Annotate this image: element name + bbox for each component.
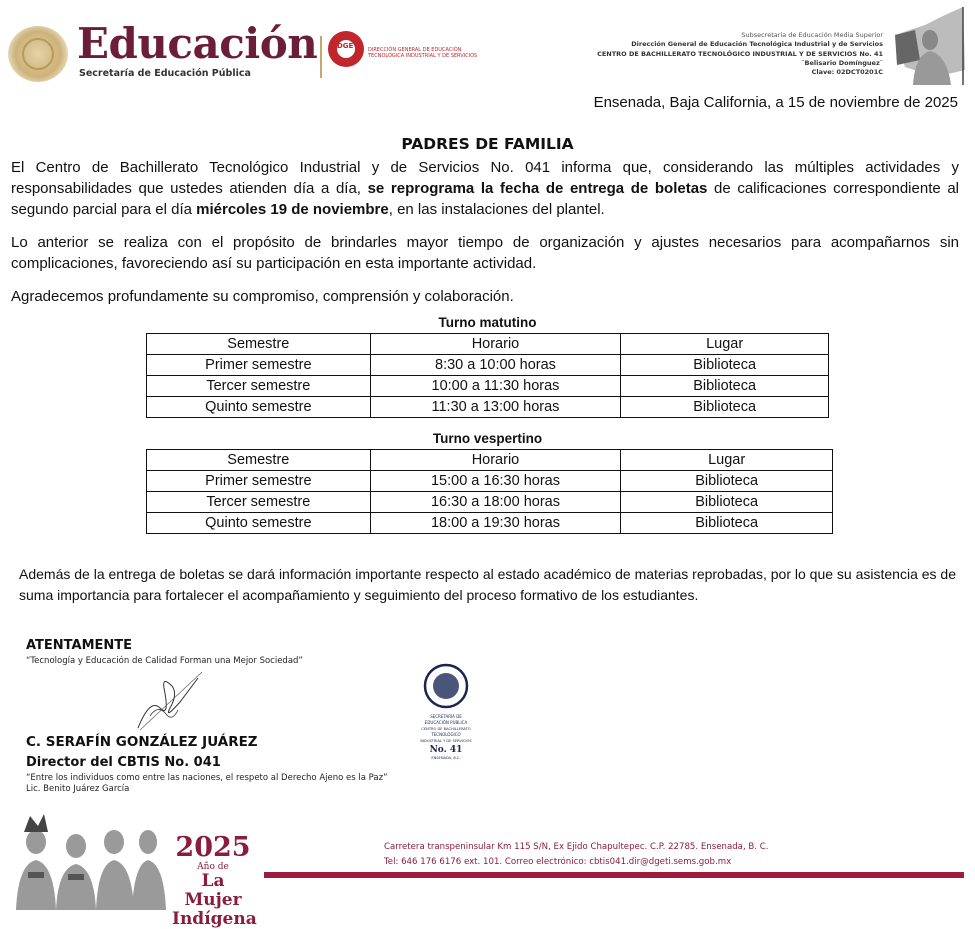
closing-atentamente: ATENTAMENTE <box>26 638 133 653</box>
schedule-table-matutino <box>146 333 829 418</box>
table-header-row <box>147 334 829 355</box>
footer-phone-email: Tel: 646 176 6176 ext. 101. Correo electrónico: cbtis041.dir@dgeti.sems.gob.mx <box>384 857 732 867</box>
table-row <box>147 513 833 534</box>
cell-semestre: Tercer semestre <box>147 492 371 513</box>
paragraph-intro <box>11 157 959 220</box>
institution-header <box>597 31 883 77</box>
cell-horario: 15:00 a 16:30 horas <box>370 471 621 492</box>
cell-lugar: Biblioteca <box>621 513 833 534</box>
mexico-coat-of-arms-seal <box>8 26 68 82</box>
p1-bold-date: miércoles 19 de noviembre <box>196 201 389 218</box>
header-semestre: Semestre <box>147 450 371 471</box>
indigena: Indígena <box>172 909 257 929</box>
eagle-emblem-icon <box>22 38 54 70</box>
woman-with-flag-illustration <box>885 5 970 85</box>
quote-author: Lic. Benito Juárez García <box>26 784 130 794</box>
header-horario: Horario <box>370 450 621 471</box>
table-row <box>147 355 829 376</box>
cell-lugar: Biblioteca <box>621 471 833 492</box>
cell-lugar: Biblioteca <box>621 492 833 513</box>
footer-contact <box>384 840 769 870</box>
footer-address: Carretera transpeninsular Km 115 S/N, Ex Ejido Chapultepec. C.P. 22785. Ensenada, B. C. <box>384 842 769 852</box>
clave-line: Clave: 02DCT0201C <box>811 68 883 77</box>
table-row <box>147 471 833 492</box>
header-lugar: Lugar <box>621 450 833 471</box>
dgeti-logo-text <box>368 47 477 59</box>
cell-lugar: Biblioteca <box>621 397 829 418</box>
cell-lugar: Biblioteca <box>621 376 829 397</box>
sep-brand-logo: Educación <box>77 19 318 68</box>
cell-semestre: Primer semestre <box>147 471 371 492</box>
table-row <box>147 397 829 418</box>
p1-text-e: , en las instalaciones del plantel. <box>388 201 605 218</box>
document-title: PADRES DE FAMILIA <box>401 135 574 153</box>
paragraph-thanks: Agradecemos profundamente su compromiso, comprensión y colaboración. <box>11 288 514 305</box>
p1-text-a: El Centro de Bachillerato Tecnológico Industrial y de Servicios No. 041 informa que, considerando las múltiples actividades y responsabilidades que ustedes atienden día a día, <box>11 159 959 197</box>
cell-horario: 8:30 a 10:00 horas <box>370 355 621 376</box>
quote-text: “Entre los individuos como entre las naciones, el respeto al Derecho Ajeno es la Paz” <box>26 773 388 783</box>
cell-horario: 18:00 a 19:30 horas <box>370 513 621 534</box>
table-row <box>147 376 829 397</box>
ano-de: Año de <box>197 862 229 872</box>
paragraph-purpose: Lo anterior se realiza con el propósito de brindarles mayor tiempo de organización y ajustes necesarios para acompañarnos sin complicaciones, favoreciendo así su participación en esta importante actividad. <box>11 234 959 272</box>
dgeti-text-line2: TECNOLÓGICA INDUSTRIAL Y DE SERVICIOS <box>368 53 478 59</box>
city-date: Ensenada, Baja California, a 15 de noviembre de 2025 <box>593 94 958 111</box>
stamp-line: INDUSTRIAL Y DE SERVICIOS <box>420 739 472 743</box>
table-row <box>147 492 833 513</box>
header-semestre: Semestre <box>147 334 371 355</box>
dgeti-logo-letters: DGETI <box>335 38 357 60</box>
juarez-quote <box>26 773 387 795</box>
paragraph-academic-status: Además de la entrega de boletas se dará información importante respecto al estado académico de materias reprobadas, por lo que su asistencia es de suma importancia para fortalecer el acompañamiento y seguimiento del proceso formativo de los estudiantes. <box>19 566 956 603</box>
dgeti-text-line1: DIRECCIÓN GENERAL DE EDUCACIÓN <box>368 47 462 53</box>
stamp-line: TECNOLÓGICO <box>431 732 461 737</box>
cell-horario: 16:30 a 18:00 horas <box>370 492 621 513</box>
cell-horario: 11:30 a 13:00 horas <box>370 397 621 418</box>
dgeti-line: Dirección General de Educación Tecnológica Industrial y de Servicios <box>631 40 883 49</box>
director-position: Director del CBTIS No. 041 <box>26 755 221 770</box>
stamp-number: No. 41 <box>429 745 463 755</box>
p1-bold-reschedule: se reprograma la fecha de entrega de boletas <box>367 180 708 197</box>
year-of-indigenous-woman-logo <box>172 832 257 929</box>
school-name-line: ¨Belisario Domínguez¨ <box>801 58 883 67</box>
cell-semestre: Quinto semestre <box>147 397 371 418</box>
dgeti-gear-logo <box>328 31 364 67</box>
la-mujer: La Mujer <box>184 871 242 910</box>
table-title-matutino: Turno matutino <box>438 315 537 330</box>
cbtis-line: CENTRO DE BACHILLERATO TECNOLÓGICO INDUSTRIAL Y DE SERVICIOS No. 41 <box>597 49 883 58</box>
indigenous-women-illustration <box>8 812 168 910</box>
cell-horario: 10:00 a 11:30 horas <box>370 376 621 397</box>
year-2025: 2025 <box>175 832 251 863</box>
header-horario: Horario <box>370 334 621 355</box>
header-lugar: Lugar <box>621 334 829 355</box>
logo-divider <box>320 36 322 78</box>
sep-subtitle: Secretaría de Educación Pública <box>79 68 251 79</box>
schedule-table-vespertino <box>146 449 833 534</box>
official-school-stamp <box>418 662 474 766</box>
table-header-row <box>147 450 833 471</box>
institutional-motto: “Tecnología y Educación de Calidad Forman una Mejor Sociedad” <box>26 656 303 666</box>
cell-lugar: Biblioteca <box>621 355 829 376</box>
director-name: C. SERAFÍN GONZÁLEZ JUÁREZ <box>26 734 258 750</box>
p1-text-c: de calificaciones correspondiente al segundo parcial para el día <box>11 180 960 218</box>
cell-semestre: Primer semestre <box>147 355 371 376</box>
table-title-vespertino: Turno vespertino <box>432 431 543 446</box>
handwritten-signature <box>120 668 210 734</box>
stamp-line: ENSENADA, B.C. <box>431 756 461 760</box>
stamp-line: EDUCACIÓN PÚBLICA <box>424 720 468 725</box>
subsecretaria-line: Subsecretaría de Educación Media Superior <box>741 31 883 39</box>
cell-semestre: Tercer semestre <box>147 376 371 397</box>
stamp-line: SECRETARÍA DE <box>430 714 462 719</box>
footer-bar <box>264 872 964 878</box>
stamp-line: CENTRO DE BACHILLERATO <box>421 727 471 731</box>
cell-semestre: Quinto semestre <box>147 513 371 534</box>
